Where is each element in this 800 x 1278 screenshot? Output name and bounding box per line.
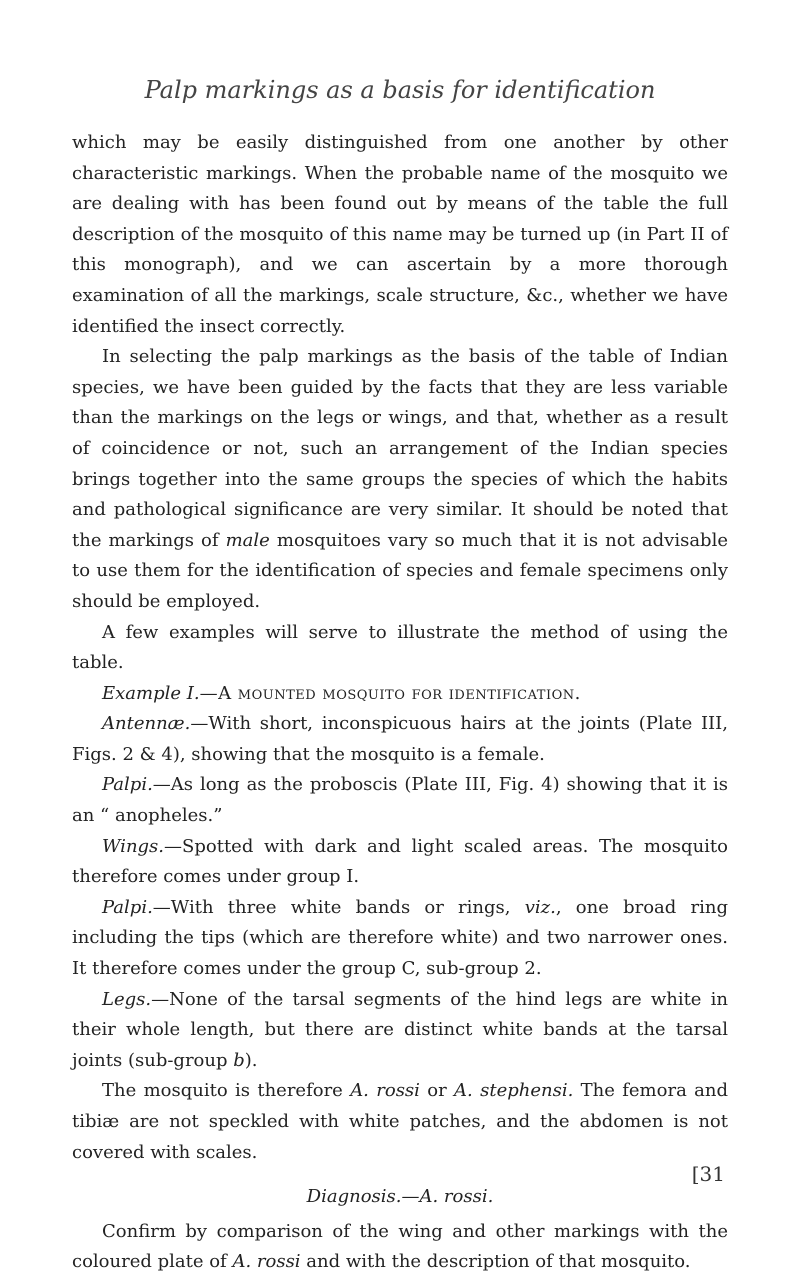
emphasis-male: male <box>225 529 270 551</box>
wings-entry <box>72 832 728 893</box>
body-text <box>72 128 728 1278</box>
wings-text: —Spotted with dark and light scaled areas. The mosquito therefore comes under group I. <box>72 835 728 888</box>
paragraph-continuation: which may be easily distinguished from one another by other characteristic markings. When the probable name of the mosquito we are dealing with has been found out by means of the table the full description of the mosquito of this name may be turned up (in Part II of this monograph), and we can ascertain by a more thorough examination of all the markings, scale structure, &c., whether we have identified the insect correctly. <box>72 132 728 337</box>
legs-text-a: —None of the tarsal segments of the hind legs are white in their whole length, but there are distinct white bands at the tarsal joints (sub-group <box>72 988 728 1071</box>
legs-entry <box>72 985 728 1077</box>
palpi-entry-2 <box>72 893 728 985</box>
example-label: Example I. <box>102 682 200 704</box>
example-title: —A mounted mosquito for identification. <box>199 682 581 704</box>
conclusion-paragraph <box>72 1076 728 1168</box>
diagnosis-label: Diagnosis. <box>306 1186 402 1208</box>
confirm-text-a: Confirm by comparison of the wing and other markings with the coloured plate of <box>72 1220 728 1273</box>
confirm-paragraph <box>72 1217 728 1278</box>
diagnosis-value: —A. rossi. <box>401 1186 494 1208</box>
example-heading <box>72 679 728 710</box>
conclusion-or: or <box>419 1080 455 1102</box>
species-stephensi: A. stephensi. <box>454 1080 574 1102</box>
subgroup-letter: b <box>233 1049 245 1071</box>
palpi-entry-1 <box>72 770 728 831</box>
legs-label: Legs. <box>102 988 152 1010</box>
palpi-label-1: Palpi. <box>102 774 153 796</box>
wings-label: Wings. <box>102 835 165 857</box>
diagnosis-line <box>72 1182 728 1213</box>
paragraph-text: In selecting the palp markings as the basis of the table of Indian species, we have been guided by the facts that they are less variable than the markings on the legs or wings, and that, whether as a result of coincidence or not, such an arrangement of the Indian species brings together into the same groups the species of which the habits and pathological significance are very similar. It should be noted that the markings of <box>72 346 728 551</box>
paragraph-text-tail: mosquitoes vary so much that it is not advisable to use them for the identification of species and female specimens only should be employed. <box>72 529 728 612</box>
paragraph-selection-criteria <box>72 342 728 617</box>
palpi-text-2b: , one broad ring including the tips (which are therefore white) and two narrower ones. It therefore comes under the group C, sub-group 2. <box>72 896 728 980</box>
conclusion-text-a: The mosquito is therefore <box>102 1080 351 1102</box>
confirm-species: A. rossi <box>232 1251 301 1273</box>
book-page <box>72 76 728 1278</box>
antennae-entry <box>72 709 728 770</box>
palpi-label-2: Palpi. <box>102 896 153 918</box>
viz-abbrev: viz. <box>524 896 556 918</box>
antennae-text: —With short, inconspicuous hairs at the joints (Plate III, Figs. 2 & 4), showing that the mosquito is a female. <box>72 713 728 765</box>
legs-text-c: ). <box>244 1049 258 1071</box>
species-rossi: A. rossi <box>350 1080 420 1102</box>
page-number: [31 <box>691 1162 725 1186</box>
conclusion-text-b: The femora and tibiæ are not speckled with white patches, and the abdomen is not covered with scales. <box>72 1080 728 1163</box>
antennae-label: Antennæ. <box>102 713 191 735</box>
palpi-text-1: —As long as the proboscis (Plate III, Fig. 4) showing that it is an “ anopheles.” <box>72 774 728 827</box>
confirm-text-b: and with the description of that mosquito. <box>300 1251 691 1273</box>
palpi-text-2a: —With three white bands or rings, <box>152 896 525 918</box>
paragraph-examples-intro: A few examples will serve to illustrate the method of using the table. <box>72 621 728 674</box>
running-head: Palp markings as a basis for identification <box>144 76 656 104</box>
